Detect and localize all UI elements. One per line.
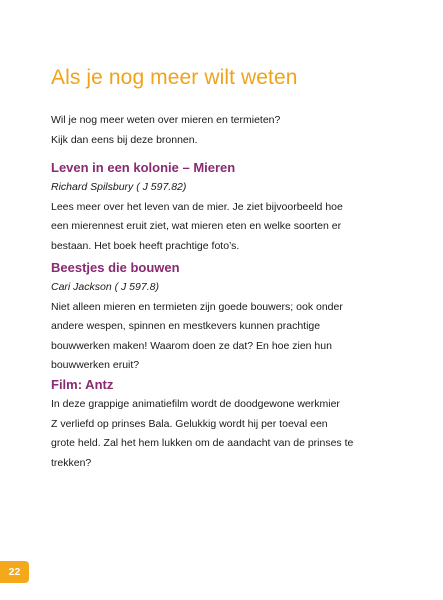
page-heading: Als je nog meer wilt weten xyxy=(51,66,298,89)
description-line: grote held. Zal het hem lukken om de aandacht van de prinses te xyxy=(51,437,354,449)
description-line: Niet alleen mieren en termieten zijn goede bouwers; ook onder xyxy=(51,300,343,313)
description-line: bestaan. Het boek heeft prachtige foto’s. xyxy=(51,239,240,252)
description-line: Z verliefd op prinses Bala. Gelukkig wordt hij per toeval een xyxy=(51,417,328,430)
section-description xyxy=(51,198,391,257)
section-title: Leven in een kolonie – Mieren xyxy=(51,160,236,175)
intro-paragraph xyxy=(51,111,391,150)
section-description xyxy=(51,395,391,473)
source-section-leven-in-een-kolonie xyxy=(51,158,391,256)
description-line: trekken? xyxy=(51,456,92,469)
section-author: Cari Jackson ( J 597.8) xyxy=(51,281,159,293)
source-section-film-antz xyxy=(51,375,391,473)
section-title: Beestjes die bouwen xyxy=(51,260,180,275)
source-section-beestjes-die-bouwen xyxy=(51,258,391,376)
description-line: andere wespen, spinnen en mestkevers kunnen prachtige xyxy=(51,320,321,332)
section-description xyxy=(51,298,391,376)
page-number-badge: 22 xyxy=(0,561,29,583)
section-author: Richard Spilsbury ( J 597.82) xyxy=(51,181,187,193)
description-line: bouwwerken eruit? xyxy=(51,359,140,371)
description-line: Lees meer over het leven van de mier. Je ziet bijvoorbeeld hoe xyxy=(51,200,343,213)
intro-line: Kijk dan eens bij deze bronnen. xyxy=(51,133,198,146)
section-title: Film: Antz xyxy=(51,377,114,392)
description-line: In deze grappige animatiefilm wordt de doodgewone werkmier xyxy=(51,398,340,410)
intro-line: Wil je nog meer weten over mieren en termieten? xyxy=(51,114,281,126)
description-line: bouwwerken maken! Waarom doen ze dat? En hoe zien hun xyxy=(51,339,332,352)
description-line: een mierennest eruit ziet, wat mieren eten en welke soorten er xyxy=(51,220,342,232)
